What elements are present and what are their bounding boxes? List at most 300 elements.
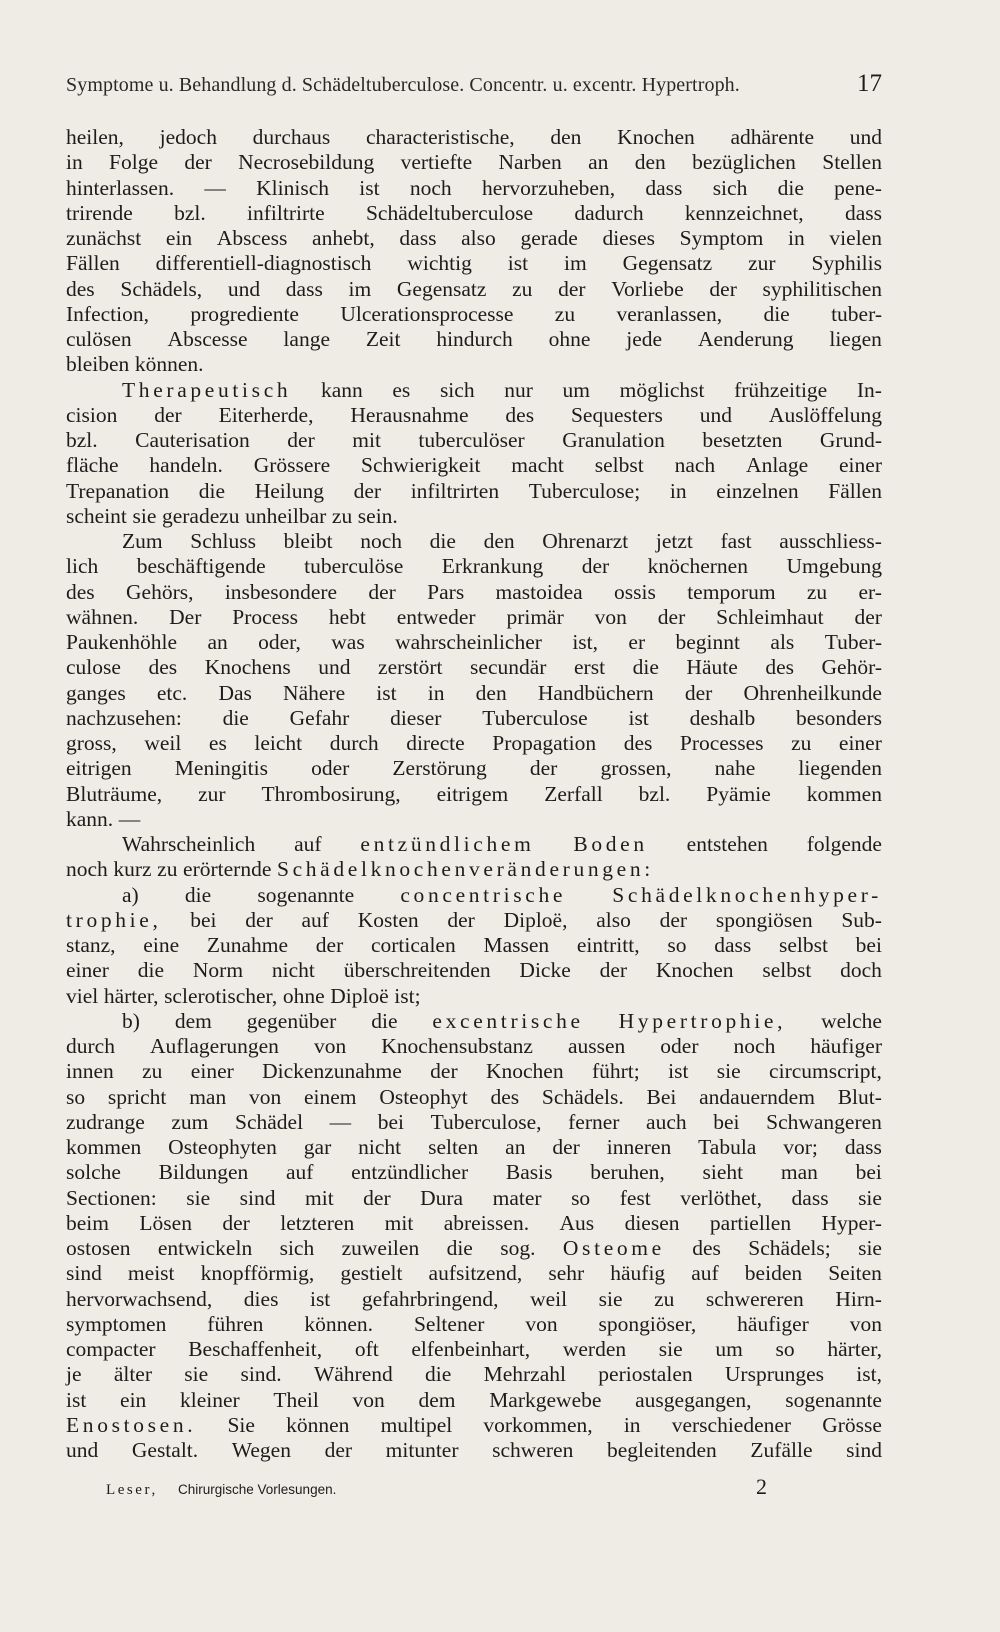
word: die <box>222 705 249 730</box>
word: häufig <box>610 1261 666 1286</box>
word: Granulation <box>562 428 665 452</box>
word: jedoch <box>159 125 217 149</box>
word: deshalb <box>689 705 756 730</box>
word: auf <box>285 1160 314 1185</box>
word: Stellen <box>822 150 882 175</box>
word: characteristische, <box>366 125 515 149</box>
word: Zeit <box>365 327 401 351</box>
emphasized-word: entzündlichem <box>360 832 535 856</box>
word: des <box>505 402 535 427</box>
word: dieses <box>602 226 655 250</box>
word: culose <box>66 655 121 680</box>
word: nur <box>504 377 533 402</box>
word: verschiedener <box>671 1412 792 1437</box>
text-line <box>66 1388 882 1413</box>
word: tuberculöser <box>418 428 525 452</box>
word: von <box>525 1311 558 1336</box>
word: Ursprunges <box>724 1362 825 1387</box>
word: cision <box>66 402 118 427</box>
word: elfenbeinhart, <box>411 1337 531 1361</box>
word: sind <box>239 1185 276 1210</box>
word: Mehrzahl <box>483 1362 566 1387</box>
word: sie <box>716 1059 741 1084</box>
word: bezüglichen <box>692 150 796 175</box>
word: zu <box>654 1286 675 1311</box>
signature-mark: 2 <box>756 1474 767 1499</box>
word: gefahrbringend, <box>361 1286 499 1311</box>
word: vorkommen, <box>483 1412 593 1437</box>
word: führt; <box>591 1059 640 1084</box>
text-line <box>66 1362 882 1387</box>
word: Narben <box>498 150 562 175</box>
word: pene- <box>834 175 882 200</box>
word: Dicke <box>519 958 571 983</box>
word: sind <box>846 1438 882 1462</box>
word: b) <box>122 1008 140 1033</box>
word: einzelnen <box>716 478 799 503</box>
word: die <box>198 478 226 503</box>
word: corticalen <box>370 933 456 957</box>
word: dass <box>645 175 683 200</box>
word: bei <box>713 1109 740 1134</box>
word: Anlage <box>746 453 809 478</box>
word: Tuberculose, <box>430 1109 542 1134</box>
word: Zerfall <box>544 781 603 806</box>
word: gegenüber <box>246 1008 337 1033</box>
word: von <box>849 1311 882 1336</box>
word: häufiger <box>737 1311 809 1336</box>
word: Zunahme <box>206 933 289 957</box>
word: in <box>623 1412 641 1437</box>
word: — <box>118 806 141 831</box>
text-line <box>66 1413 882 1438</box>
word: ist, <box>856 1362 882 1387</box>
running-title: Symptome u. Behandlung d. Schädeltuberculose. Concentr. u. excentr. Hypertroph. <box>66 74 740 96</box>
word: ist <box>359 175 380 200</box>
word: zu <box>331 503 353 528</box>
word: ausschliess- <box>779 529 882 553</box>
word: Ulcerationsprocesse <box>340 301 514 326</box>
text-line <box>66 428 882 453</box>
word: härter, <box>103 983 159 1008</box>
word: zu <box>554 301 576 326</box>
text-line <box>66 125 882 150</box>
word: um <box>715 1337 743 1361</box>
word: Gestalt. <box>131 1438 199 1462</box>
word: entweder <box>396 604 476 629</box>
word: Schädels, <box>120 276 203 301</box>
emphasized-word: Schädelknochenhyper- <box>612 882 882 907</box>
text-line <box>66 201 882 226</box>
word: die <box>371 1008 398 1033</box>
word: oder, <box>258 630 301 654</box>
word: sie <box>598 1286 623 1311</box>
word: gross, <box>66 731 117 755</box>
word: folgende <box>806 832 882 856</box>
word: ein <box>165 226 193 250</box>
word: der <box>684 680 713 705</box>
word: spongiösen <box>715 907 813 932</box>
word: durchaus <box>252 125 331 149</box>
word: Tuberculose <box>482 705 588 730</box>
text-line <box>66 984 882 1009</box>
word: besetzten <box>702 428 783 452</box>
word: Osteophyten <box>168 1135 277 1159</box>
word: der <box>154 402 182 427</box>
word: adhärente <box>730 125 815 149</box>
word: sie <box>858 1236 882 1260</box>
word: beschäftigende <box>136 554 266 579</box>
word: mit <box>384 1210 414 1235</box>
word: mastoidea <box>495 579 583 604</box>
word: sind <box>66 1261 102 1286</box>
word: den <box>634 150 666 175</box>
word: Handbüchern <box>537 680 654 705</box>
word: geradezu <box>161 503 240 528</box>
word: Hyper- <box>821 1210 882 1235</box>
word: in <box>669 478 687 503</box>
word: Propagation <box>492 731 597 755</box>
word: ossis <box>614 579 656 604</box>
word: Theil <box>273 1387 319 1412</box>
word: lange <box>283 327 330 351</box>
word: a) <box>122 882 139 907</box>
word: hinterlassen. <box>66 175 175 200</box>
word: wichtig <box>407 251 472 276</box>
word: letzteren <box>280 1210 355 1235</box>
word: bei <box>855 933 882 957</box>
word: directe <box>406 731 465 755</box>
word: dass <box>285 276 323 301</box>
word: multipel <box>380 1412 453 1437</box>
word: culösen <box>66 327 132 351</box>
word: sie <box>186 1185 211 1210</box>
word: nach <box>674 453 716 478</box>
footer-book-title: Chirurgische Vorlesungen. <box>178 1482 337 1497</box>
word: inneren <box>606 1135 672 1159</box>
text-line <box>66 731 882 756</box>
word: der <box>430 1059 458 1084</box>
word: sie <box>184 1362 209 1387</box>
word: der <box>287 428 315 452</box>
text-line <box>66 1211 882 1236</box>
body-text <box>66 125 882 1463</box>
word: je <box>66 1362 82 1387</box>
word: selten <box>428 1135 479 1159</box>
word: Dickenzunahme <box>262 1059 402 1084</box>
word: Sub- <box>841 907 882 932</box>
word: Knochen <box>655 958 734 983</box>
word: Dura <box>420 1185 464 1210</box>
word: der <box>552 1135 580 1159</box>
word: sich <box>279 1236 315 1260</box>
word: begleitenden <box>606 1438 717 1462</box>
emphasized-word: Therapeutisch <box>122 377 292 402</box>
word: dieser <box>390 705 442 730</box>
text-line <box>66 630 882 655</box>
word: zu <box>806 579 828 604</box>
word: aufsitzend, <box>428 1261 523 1286</box>
word: Paukenhöhle <box>66 630 178 654</box>
word: bzl. <box>638 781 671 806</box>
word: möglichst <box>619 377 705 402</box>
word: Der <box>169 604 202 629</box>
word: zudrange <box>66 1109 145 1134</box>
text-line <box>66 150 882 175</box>
word: gar <box>303 1135 332 1159</box>
word: oder <box>311 756 350 781</box>
word: nahe <box>714 756 756 781</box>
text-line <box>66 933 882 958</box>
word: lich <box>66 554 99 579</box>
word: Schädels; <box>748 1236 831 1260</box>
text-line <box>66 1438 882 1463</box>
word: Tuberculose; <box>528 478 641 503</box>
text-line <box>66 251 882 276</box>
word: noch <box>66 857 108 882</box>
emphasized-word: Osteome <box>562 1236 665 1260</box>
word: die <box>632 655 659 680</box>
emphasized-word: Boden <box>573 832 648 856</box>
word: sie <box>132 503 157 528</box>
word: kennzeichnet, <box>684 200 804 225</box>
word: der <box>558 276 586 301</box>
word: kurz <box>113 857 152 882</box>
word: trirende <box>66 200 133 225</box>
word: Symptom <box>679 226 764 250</box>
word: Tuber- <box>824 630 882 654</box>
word: kommen <box>806 781 882 806</box>
word: der <box>854 604 882 629</box>
word: temporum <box>687 579 776 604</box>
word: periostalen <box>598 1362 693 1387</box>
word: der <box>363 1185 391 1210</box>
text-line <box>66 908 882 933</box>
word: partiellen <box>709 1210 792 1235</box>
word: Knochen <box>617 125 695 149</box>
word: abreissen. <box>443 1210 530 1235</box>
word: weil <box>144 731 182 755</box>
word: fast <box>720 529 752 553</box>
word: Bildungen <box>158 1160 249 1185</box>
word: verlöthet, <box>680 1185 763 1210</box>
word: erst <box>574 655 606 680</box>
word: hindurch <box>436 327 513 351</box>
word: Gefahr <box>289 705 350 730</box>
word: Markgewebe <box>489 1387 602 1412</box>
word: von <box>248 1084 282 1109</box>
word: Kosten <box>357 907 419 932</box>
word: ohne <box>548 327 591 351</box>
text-line <box>66 554 882 579</box>
word: führen <box>207 1311 264 1336</box>
word: ist <box>507 251 529 276</box>
word: bzl. <box>66 428 98 452</box>
word: dem <box>418 1387 456 1412</box>
word: Syphilis <box>811 251 882 276</box>
text-line <box>66 277 882 302</box>
word: ostosen <box>66 1236 131 1260</box>
word: Massen <box>483 933 550 957</box>
word: sich <box>712 175 748 200</box>
word: eintritt, <box>576 933 640 957</box>
word: secundär <box>470 655 547 680</box>
word: von <box>594 604 627 629</box>
word: tuber- <box>831 301 882 326</box>
word: spricht <box>107 1084 167 1109</box>
text-line <box>66 403 882 428</box>
text-line <box>66 1312 882 1337</box>
word: progrediente <box>190 301 299 326</box>
word: von <box>352 1387 385 1412</box>
word: eitrigen <box>66 756 132 781</box>
word: macht <box>511 453 564 478</box>
word: leicht <box>254 731 303 755</box>
word: des <box>66 579 95 604</box>
word: sie <box>858 1185 882 1210</box>
word: Grund- <box>819 428 882 452</box>
word: man <box>780 1160 818 1185</box>
text-line <box>66 681 882 706</box>
word: bleiben <box>66 352 130 377</box>
word: differentiell-diagnostisch <box>155 251 372 276</box>
word: an <box>505 1135 526 1159</box>
word: in <box>788 226 805 250</box>
text-line <box>66 1110 882 1135</box>
word: ist <box>376 680 397 705</box>
word: zur <box>748 251 776 276</box>
text-line <box>66 352 882 377</box>
word: kann <box>320 377 363 402</box>
text-line <box>66 479 882 504</box>
word: dadurch <box>574 200 644 225</box>
running-header <box>66 70 882 102</box>
word: hervorwachsend, <box>66 1286 213 1311</box>
word: um <box>562 377 591 402</box>
word: symptomen <box>66 1311 167 1336</box>
word: andauerndem <box>699 1084 815 1109</box>
word: an <box>588 150 609 175</box>
word: eitrigem <box>436 781 509 806</box>
word: ist <box>668 1059 689 1084</box>
word: mit <box>352 428 381 452</box>
text-line <box>66 1186 882 1211</box>
word: einer <box>66 958 109 983</box>
word: vor; <box>783 1135 818 1159</box>
word: oder <box>660 1034 699 1058</box>
word: hebt <box>328 604 366 629</box>
word: aussen <box>567 1034 626 1058</box>
word: meist <box>127 1261 175 1286</box>
word: veranlassen, <box>616 301 723 326</box>
word: bei <box>190 907 217 932</box>
word: knöchernen <box>647 554 748 579</box>
word: der <box>222 1210 250 1235</box>
word: grossen, <box>600 756 672 781</box>
word: der <box>324 1438 353 1462</box>
word: zunächst <box>66 226 142 250</box>
word: Blut- <box>837 1084 882 1109</box>
text-line <box>66 1337 882 1362</box>
text-line <box>66 580 882 605</box>
word: Diploë, <box>503 907 568 932</box>
word: der <box>245 907 273 932</box>
word: man <box>189 1084 227 1109</box>
emphasized-word: excentrische <box>432 1008 584 1033</box>
word: ein <box>120 1387 147 1412</box>
word: Ohrenarzt <box>542 529 629 553</box>
word: Pars <box>427 579 465 604</box>
word: weil <box>530 1286 568 1311</box>
word: des <box>692 1236 721 1260</box>
word: anhebt, <box>312 226 375 250</box>
word: Gehör- <box>821 655 882 680</box>
word: Schädel <box>235 1109 304 1134</box>
word: der <box>581 554 610 579</box>
word: zu <box>791 731 812 755</box>
word: es <box>208 731 227 755</box>
word: Eiterherde, <box>218 402 314 427</box>
word: Schädels. <box>541 1084 624 1109</box>
word: dass <box>844 1135 882 1159</box>
word: ist <box>66 1387 87 1412</box>
word: Schwierigkeit <box>361 453 481 478</box>
word: liegenden <box>798 756 882 781</box>
word: Gegensatz <box>396 276 487 301</box>
word: entwickeln <box>157 1236 253 1260</box>
word: Thrombosirung, <box>261 781 401 806</box>
word: einem <box>304 1084 357 1109</box>
word: Schwangeren <box>766 1109 882 1134</box>
word: entzündlicher <box>351 1160 469 1185</box>
word: entstehen <box>686 832 768 856</box>
word: Gegensatz <box>622 251 713 276</box>
word: Auflagerungen <box>149 1034 279 1058</box>
word: Beschaffenheit, <box>188 1337 323 1361</box>
word: also <box>596 907 631 932</box>
word: selbst <box>762 958 812 983</box>
text-line <box>66 504 882 529</box>
word: sehr <box>548 1261 585 1286</box>
emphasized-word: concentrische <box>400 882 567 907</box>
word: primär <box>506 604 564 629</box>
word: wahrscheinlicher <box>395 630 542 654</box>
word: beiden <box>744 1261 803 1286</box>
word: einer <box>190 1059 234 1084</box>
emphasized-word: trophie, <box>66 907 162 932</box>
word: sogenannte <box>785 1387 882 1412</box>
word: ist <box>309 1286 331 1311</box>
word: die <box>425 1362 452 1387</box>
word: bzl. <box>174 200 206 225</box>
word: mit <box>305 1185 334 1210</box>
text-line <box>66 529 882 554</box>
word: Bluträume, <box>66 781 163 806</box>
word: zuweilen <box>341 1236 420 1260</box>
word: Meningitis <box>174 756 268 781</box>
word: noch <box>360 529 403 553</box>
word: spongiöser, <box>598 1311 697 1336</box>
word: sieht <box>702 1160 744 1185</box>
word: Wahrscheinlich <box>122 832 256 856</box>
word: dies <box>243 1286 279 1311</box>
word: eine <box>143 933 180 957</box>
word: Lösen <box>139 1210 192 1235</box>
word: Zufälle <box>750 1438 813 1462</box>
word: fest <box>619 1185 651 1210</box>
word: wähnen. <box>66 604 139 629</box>
word: hervorzuheben, <box>481 175 616 200</box>
